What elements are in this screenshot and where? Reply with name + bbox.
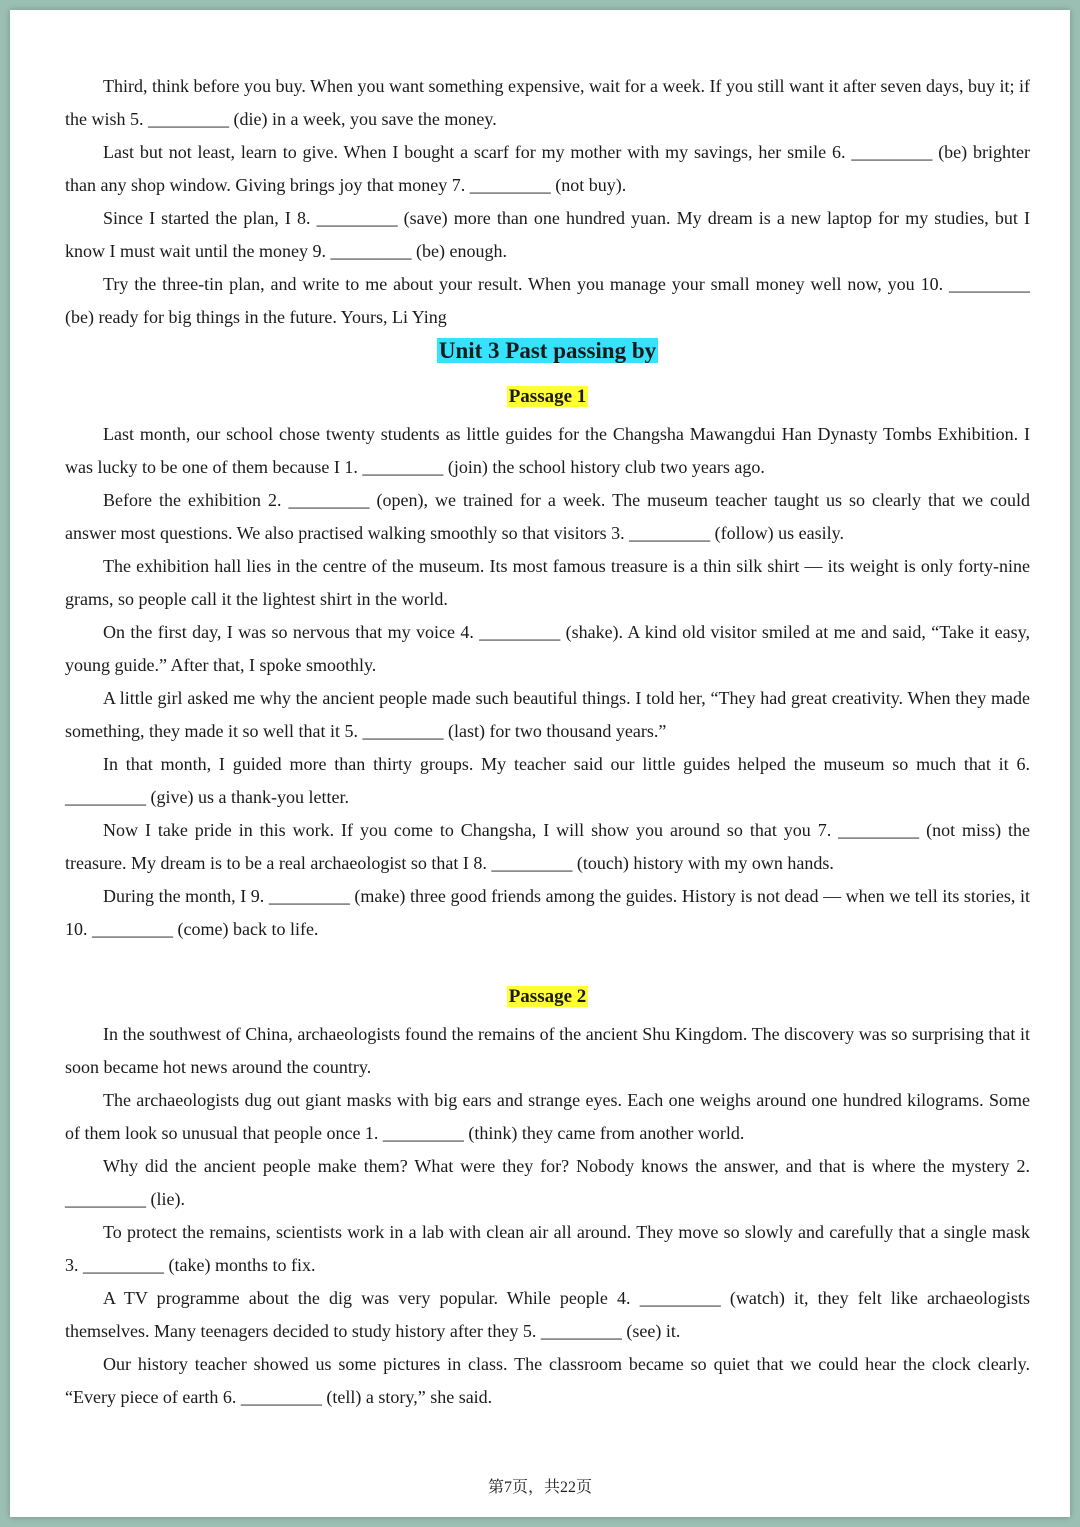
passage-1-section (65, 374, 1030, 946)
section-spacer (65, 946, 1030, 974)
passage-1-title: Passage 1 (508, 386, 587, 407)
paragraph: In the southwest of China, archaeologists found the remains of the ancient Shu Kingdom. The discovery was so surprising that it soon became hot news around the country. (65, 1024, 1030, 1077)
document-page (10, 10, 1070, 1517)
passage-2-section (65, 974, 1030, 1414)
paragraph: Since I started the plan, I 8. _________ (save) more than one hundred yuan. My dream is a new laptop for my studies, but I know I must wait until the money 9. _________ (be) enough. (65, 208, 1030, 261)
paragraph: Try the three-tin plan, and write to me about your result. When you manage your small money well now, you 10. _________ (be) ready for big things in the future. Yours, Li Ying (65, 274, 1030, 327)
paragraph: The archaeologists dug out giant masks with big ears and strange eyes. Each one weighs around one hundred kilograms. Some of them look so unusual that people once 1. _________ (think) they came from another world. (65, 1090, 1030, 1143)
passage-heading (65, 974, 1030, 1018)
paragraph: Why did the ancient people make them? What were they for? Nobody knows the answer, and that is where the mystery 2. _________ (lie). (65, 1156, 1030, 1209)
paragraph: Now I take pride in this work. If you come to Changsha, I will show you around so that you 7. _________ (not miss) the treasure. My dream is to be a real archaeologist so that I 8. _________ (touch) history with my own hands. (65, 820, 1030, 873)
paragraph: Last month, our school chose twenty students as little guides for the Changsha Mawangdui Han Dynasty Tombs Exhibition. I was lucky to be one of them because I 1. _________ (join) the school history club two years ago. (65, 424, 1030, 477)
unit-title: Unit 3 Past passing by (438, 338, 657, 363)
unit-heading (65, 336, 1030, 374)
passage-heading (65, 374, 1030, 418)
page-content (65, 70, 1030, 1414)
intro-section (65, 70, 1030, 334)
paragraph: A little girl asked me why the ancient people made such beautiful things. I told her, “They had great creativity. When they made something, they made it so well that it 5. _________ (last) for two thousand years.” (65, 688, 1030, 741)
paragraph: Our history teacher showed us some pictures in class. The classroom became so quiet that we could hear the clock clearly. “Every piece of earth 6. _________ (tell) a story,” she said. (65, 1354, 1030, 1407)
paragraph: In that month, I guided more than thirty groups. My teacher said our little guides helped the museum so much that it 6. _________ (give) us a thank-you letter. (65, 754, 1030, 807)
page-number-footer: 第7页，共22页 (487, 1479, 592, 1496)
paragraph: Third, think before you buy. When you want something expensive, wait for a week. If you still want it after seven days, buy it; if the wish 5. _________ (die) in a week, you save the money. (65, 76, 1030, 129)
paragraph: Before the exhibition 2. _________ (open), we trained for a week. The museum teacher taught us so clearly that we could answer most questions. We also practised walking smoothly so that visitors 3. _________ (follow) us easily. (65, 490, 1030, 543)
passage-2-title: Passage 2 (508, 986, 587, 1007)
paragraph: During the month, I 9. _________ (make) three good friends among the guides. History is not dead — when we tell its stories, it 10. _________ (come) back to life. (65, 886, 1030, 939)
paragraph: The exhibition hall lies in the centre of the museum. Its most famous treasure is a thin silk shirt — its weight is only forty-nine grams, so people call it the lightest shirt in the world. (65, 556, 1030, 609)
paragraph: A TV programme about the dig was very popular. While people 4. _________ (watch) it, they felt like archaeologists themselves. Many teenagers decided to study history after they 5. _________ (see) it. (65, 1288, 1030, 1341)
paragraph: On the first day, I was so nervous that my voice 4. _________ (shake). A kind old visitor smiled at me and said, “Take it easy, young guide.” After that, I spoke smoothly. (65, 622, 1030, 675)
paragraph: Last but not least, learn to give. When I bought a scarf for my mother with my savings, her smile 6. _________ (be) brighter than any shop window. Giving brings joy that money 7. _________ (not buy). (65, 142, 1030, 195)
paragraph: To protect the remains, scientists work in a lab with clean air all around. They move so slowly and carefully that a single mask 3. _________ (take) months to fix. (65, 1222, 1030, 1275)
